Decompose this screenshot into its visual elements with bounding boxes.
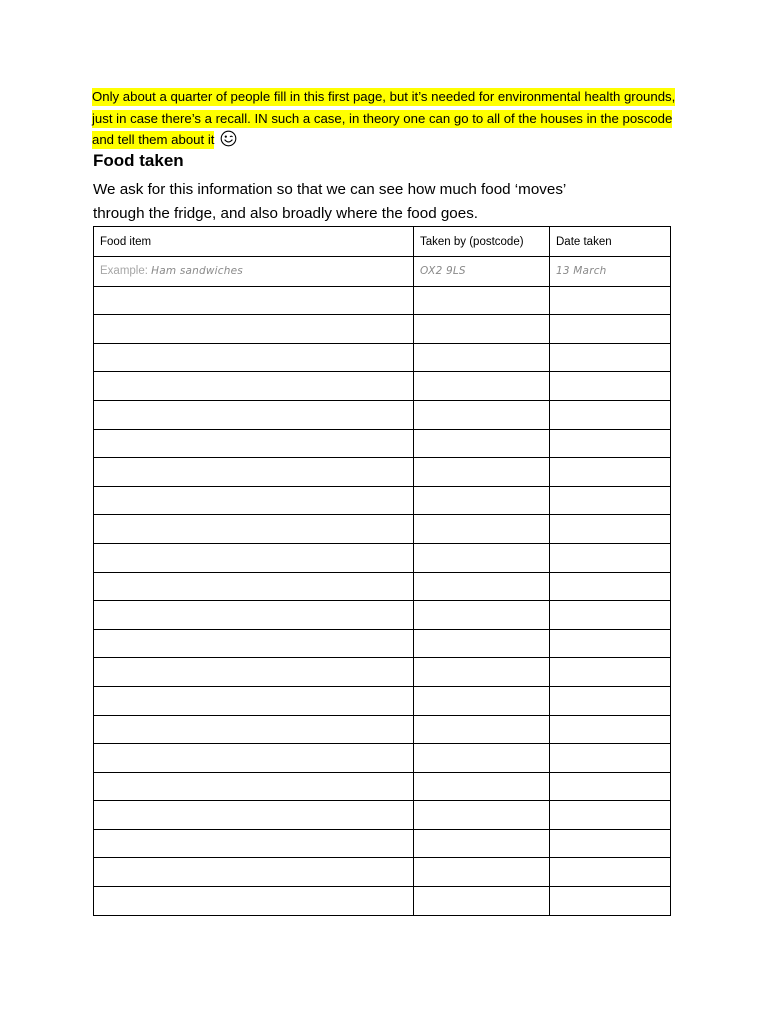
table-row bbox=[94, 601, 671, 630]
date-cell[interactable] bbox=[550, 458, 671, 487]
wink-smiley-icon bbox=[220, 130, 237, 154]
postcode-cell[interactable] bbox=[414, 315, 550, 344]
food-item-cell[interactable] bbox=[94, 772, 414, 801]
postcode-cell[interactable] bbox=[414, 572, 550, 601]
postcode-cell[interactable] bbox=[414, 801, 550, 830]
food-item-cell[interactable] bbox=[94, 315, 414, 344]
date-cell[interactable] bbox=[550, 858, 671, 887]
food-item-cell[interactable] bbox=[94, 801, 414, 830]
section-intro bbox=[93, 178, 673, 226]
table-row bbox=[94, 744, 671, 773]
date-cell[interactable] bbox=[550, 343, 671, 372]
food-item-cell[interactable] bbox=[94, 543, 414, 572]
table-row bbox=[94, 715, 671, 744]
date-cell[interactable] bbox=[550, 715, 671, 744]
postcode-cell[interactable] bbox=[414, 601, 550, 630]
example-food-item: Ham sandwiches bbox=[151, 265, 243, 278]
example-row bbox=[94, 257, 671, 287]
food-item-cell[interactable] bbox=[94, 744, 414, 773]
table-row bbox=[94, 772, 671, 801]
postcode-cell[interactable] bbox=[414, 486, 550, 515]
table-row bbox=[94, 543, 671, 572]
food-item-cell[interactable] bbox=[94, 715, 414, 744]
table-row bbox=[94, 829, 671, 858]
example-postcode: OX2 9LS bbox=[420, 265, 466, 278]
table-row bbox=[94, 572, 671, 601]
date-cell[interactable] bbox=[550, 829, 671, 858]
date-cell[interactable] bbox=[550, 601, 671, 630]
food-item-cell[interactable] bbox=[94, 458, 414, 487]
intro-line-2: through the fridge, and also broadly where the food goes. bbox=[93, 205, 479, 222]
food-item-cell[interactable] bbox=[94, 429, 414, 458]
table-row bbox=[94, 400, 671, 429]
food-item-cell[interactable] bbox=[94, 829, 414, 858]
date-cell[interactable] bbox=[550, 429, 671, 458]
table-row bbox=[94, 429, 671, 458]
date-cell[interactable] bbox=[550, 543, 671, 572]
postcode-cell[interactable] bbox=[414, 629, 550, 658]
postcode-cell[interactable] bbox=[414, 829, 550, 858]
table-row bbox=[94, 372, 671, 401]
table-row bbox=[94, 515, 671, 544]
food-item-cell[interactable] bbox=[94, 515, 414, 544]
table-row bbox=[94, 486, 671, 515]
postcode-cell[interactable] bbox=[414, 858, 550, 887]
postcode-cell[interactable] bbox=[414, 372, 550, 401]
table-header-row bbox=[94, 227, 671, 257]
example-food-cell bbox=[94, 257, 414, 287]
date-cell[interactable] bbox=[550, 315, 671, 344]
food-item-cell[interactable] bbox=[94, 286, 414, 315]
table-row bbox=[94, 315, 671, 344]
example-label: Example: bbox=[100, 265, 152, 278]
food-item-cell[interactable] bbox=[94, 629, 414, 658]
date-cell[interactable] bbox=[550, 744, 671, 773]
date-cell[interactable] bbox=[550, 486, 671, 515]
table-row bbox=[94, 686, 671, 715]
date-cell[interactable] bbox=[550, 772, 671, 801]
food-item-cell[interactable] bbox=[94, 572, 414, 601]
table-row bbox=[94, 458, 671, 487]
food-item-cell[interactable] bbox=[94, 658, 414, 687]
date-cell[interactable] bbox=[550, 372, 671, 401]
food-log-table bbox=[93, 226, 671, 916]
food-item-cell[interactable] bbox=[94, 601, 414, 630]
postcode-cell[interactable] bbox=[414, 715, 550, 744]
date-cell[interactable] bbox=[550, 515, 671, 544]
food-item-cell[interactable] bbox=[94, 858, 414, 887]
postcode-cell[interactable] bbox=[414, 887, 550, 916]
table-row bbox=[94, 887, 671, 916]
date-cell[interactable] bbox=[550, 572, 671, 601]
example-date: 13 March bbox=[556, 265, 607, 278]
table-row bbox=[94, 858, 671, 887]
intro-line-1: We ask for this information so that we can see how much food ‘moves’ bbox=[93, 181, 567, 198]
postcode-cell[interactable] bbox=[414, 515, 550, 544]
highlighted-note bbox=[92, 86, 692, 154]
note-text: Only about a quarter of people fill in this first page, but it’s needed for environmental health grounds, just in case there’s a recall. IN such a case, in theory one can go to all of the houses in the poscode and tell them about it bbox=[92, 89, 676, 147]
section-title: Food taken bbox=[93, 151, 184, 170]
table-row bbox=[94, 801, 671, 830]
table-row bbox=[94, 343, 671, 372]
postcode-cell[interactable] bbox=[414, 343, 550, 372]
example-date-cell bbox=[550, 257, 671, 287]
date-cell[interactable] bbox=[550, 658, 671, 687]
postcode-cell[interactable] bbox=[414, 400, 550, 429]
date-cell[interactable] bbox=[550, 400, 671, 429]
postcode-cell[interactable] bbox=[414, 543, 550, 572]
table-row bbox=[94, 658, 671, 687]
postcode-cell[interactable] bbox=[414, 772, 550, 801]
food-item-cell[interactable] bbox=[94, 887, 414, 916]
postcode-cell[interactable] bbox=[414, 686, 550, 715]
example-postcode-cell bbox=[414, 257, 550, 287]
date-cell[interactable] bbox=[550, 686, 671, 715]
postcode-cell[interactable] bbox=[414, 458, 550, 487]
postcode-cell[interactable] bbox=[414, 658, 550, 687]
table-row bbox=[94, 286, 671, 315]
header-date-taken: Date taken bbox=[550, 227, 671, 257]
table-row bbox=[94, 629, 671, 658]
postcode-cell[interactable] bbox=[414, 286, 550, 315]
date-cell[interactable] bbox=[550, 629, 671, 658]
food-item-cell[interactable] bbox=[94, 372, 414, 401]
food-item-cell[interactable] bbox=[94, 400, 414, 429]
food-item-cell[interactable] bbox=[94, 486, 414, 515]
food-item-cell[interactable] bbox=[94, 343, 414, 372]
food-item-cell[interactable] bbox=[94, 686, 414, 715]
date-cell[interactable] bbox=[550, 887, 671, 916]
header-food-item: Food item bbox=[94, 227, 414, 257]
date-cell[interactable] bbox=[550, 801, 671, 830]
postcode-cell[interactable] bbox=[414, 429, 550, 458]
date-cell[interactable] bbox=[550, 286, 671, 315]
postcode-cell[interactable] bbox=[414, 744, 550, 773]
header-taken-by: Taken by (postcode) bbox=[414, 227, 550, 257]
